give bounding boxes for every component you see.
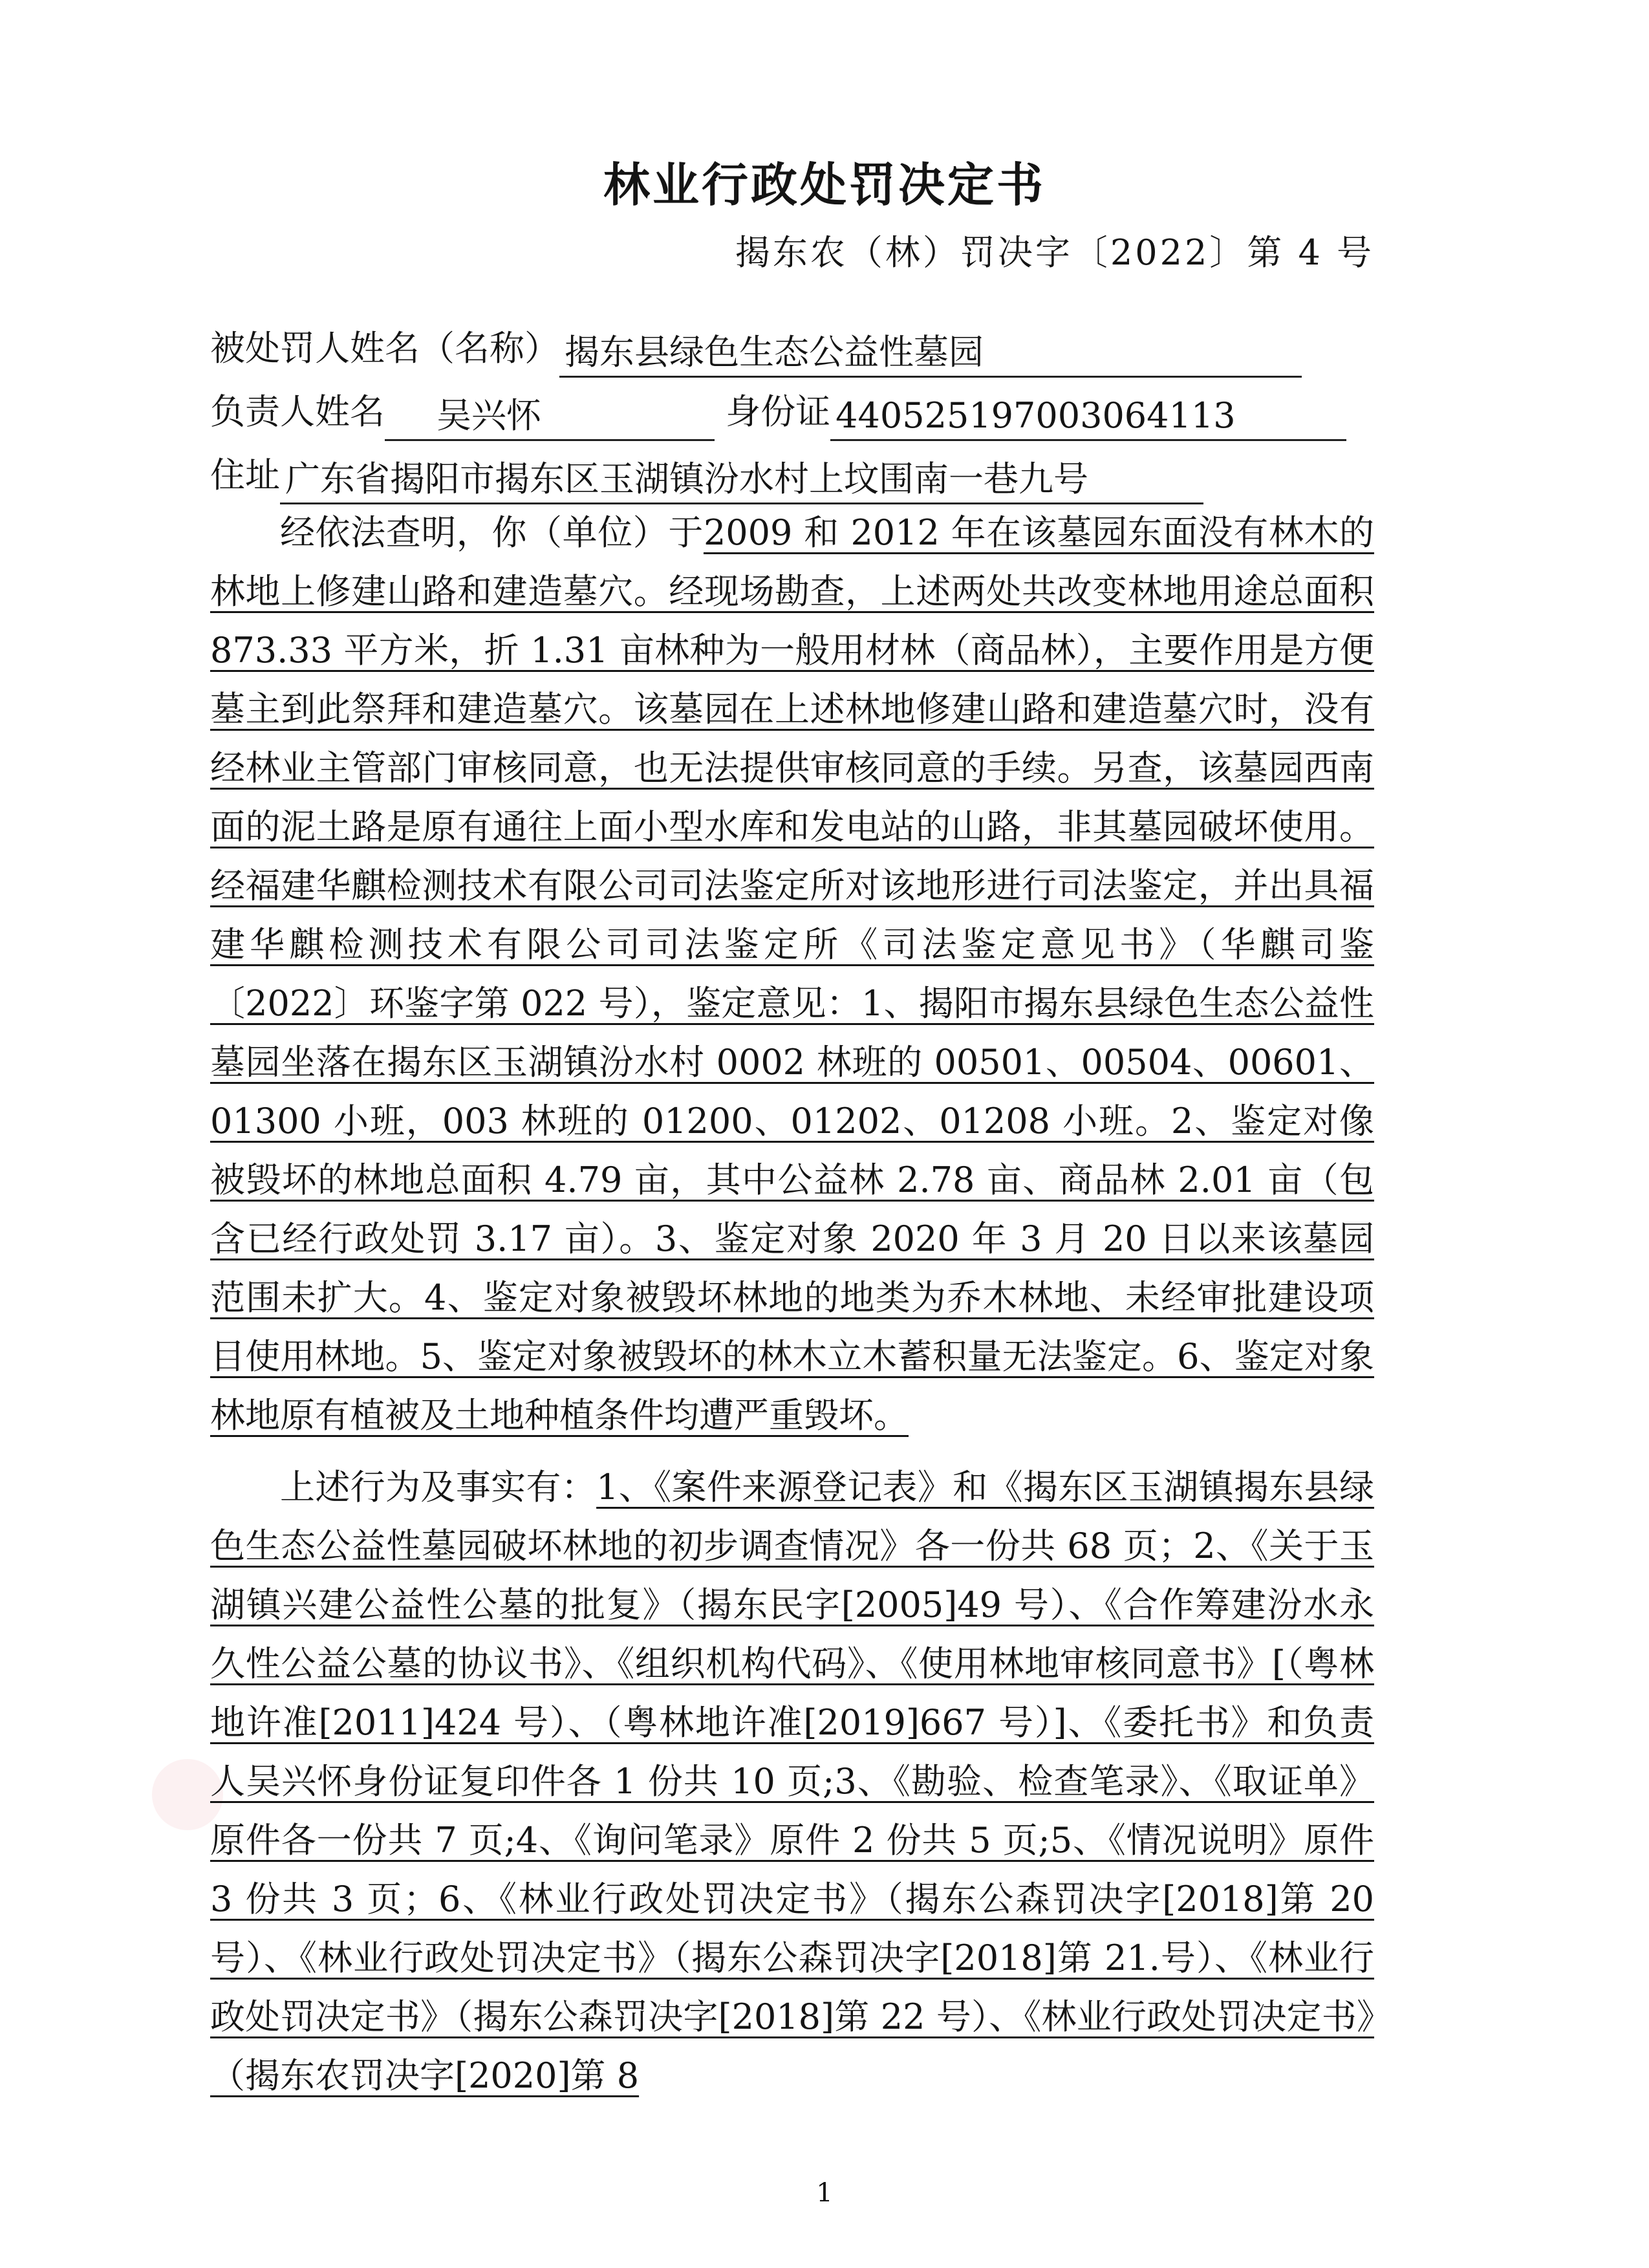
evidence-content: 1、《案件来源登记表》和《揭东区玉湖镇揭东县绿色生态公益性墓园破坏林地的初步调查情况》各一份共 68 页；2、《关于玉湖镇兴建公益性公墓的批复》（揭东民字[2005]49 号）、《合作筹建汾水永久性公益公墓的协议书》、《组织机构代码》、《使用林地审核同意书》[（粤林地许准[2011]424 号）、（粤林地许准[2019]667 号）]、《委托书》和负责人吴兴怀身份证复印件各 1 份共 10 页;3、《勘验、检查笔录》、《取证单》原件各一份共 7 页;4、《询问笔录》原件 2 份共 5 页;5、《情况说明》原件 3 份共 3 页；6、《林业行政处罚决定书》（揭东公森罚决字[2018]第 20 号）、《林业行政处罚决定书》（揭东公森罚决字[2018]第 21.号）、《林业行政处罚决定书》（揭东公森罚决字[2018]第 22 号）、《林业行政处罚决定书》（揭东农罚决字[2020]第 8 bbox=[210, 1467, 1374, 2096]
evidence-lead: 上述行为及事实有： bbox=[280, 1467, 597, 1507]
document-title: 林业行政处罚决定书 bbox=[603, 158, 1046, 212]
address-field bbox=[210, 446, 1203, 504]
leader-field bbox=[210, 383, 1346, 441]
party-name-label: 被处罚人姓名（名称） bbox=[210, 328, 559, 369]
party-name-field bbox=[210, 319, 1302, 378]
address-value: 广东省揭阳市揭东区玉湖镇汾水村上坟围南一巷九号 bbox=[280, 456, 1203, 504]
id-value: 440525197003064113 bbox=[830, 393, 1346, 441]
leader-label: 负责人姓名 bbox=[210, 391, 385, 432]
id-label: 身份证 bbox=[726, 391, 831, 432]
party-name-value: 揭东县绿色生态公益性墓园 bbox=[559, 329, 1302, 378]
document-body bbox=[210, 503, 1374, 2105]
address-label: 住址 bbox=[210, 455, 280, 495]
findings-content: 2009 和 2012 年在该墓园东面没有林木的林地上修建山路和建造墓穴。经现场勘查，上述两处共改变林地用途总面积 873.33 平方米，折 1.31 亩林种为一般用材林（商品林），主要作用是方便墓主到此祭拜和建造墓穴。该墓园在上述林地修建山路和建造墓穴时，没有经林业主管部门审核同意，也无法提供审核同意的手续。另查，该墓园西南面的泥土路是原有通往上面小型水库和发电站的山路，非其墓园破坏使用。经福建华麒检测技术有限公司司法鉴定所对该地形进行司法鉴定，并出具福建华麒检测技术有限公司司法鉴定所《司法鉴定意见书》（华麒司鉴〔2022〕环鉴字第 022 号），鉴定意见：1、揭阳市揭东县绿色生态公益性墓园坐落在揭东区玉湖镇汾水村 0002 林班的 00501、00504、00601、01300 小班，003 林班的 01200、01202、01208 小班。2、鉴定对像被毁坏的林地总面积 4.79 亩，其中公益林 2.78 亩、商品林 2.01 亩（包含已经行政处罚 3.17 亩）。3、鉴定对象 2020 年 3 月 20 日以来该墓园范围未扩大。4、鉴定对象被毁坏林地的地类为乔木林地、未经审批建设项目使用林地。5、鉴定对象被毁坏的林木立木蓄积量无法鉴定。6、鉴定对象林地原有植被及土地种植条件均遭严重毁坏。 bbox=[210, 512, 1375, 1436]
leader-value: 吴兴怀 bbox=[385, 393, 715, 441]
findings-lead: 经依法查明，你（单位）于 bbox=[280, 512, 704, 553]
evidence-paragraph bbox=[210, 1458, 1374, 2105]
page-number: 1 bbox=[816, 2178, 833, 2208]
document-number: 揭东农（林）罚决字〔2022〕第 4 号 bbox=[735, 232, 1374, 273]
findings-paragraph bbox=[210, 503, 1374, 1445]
